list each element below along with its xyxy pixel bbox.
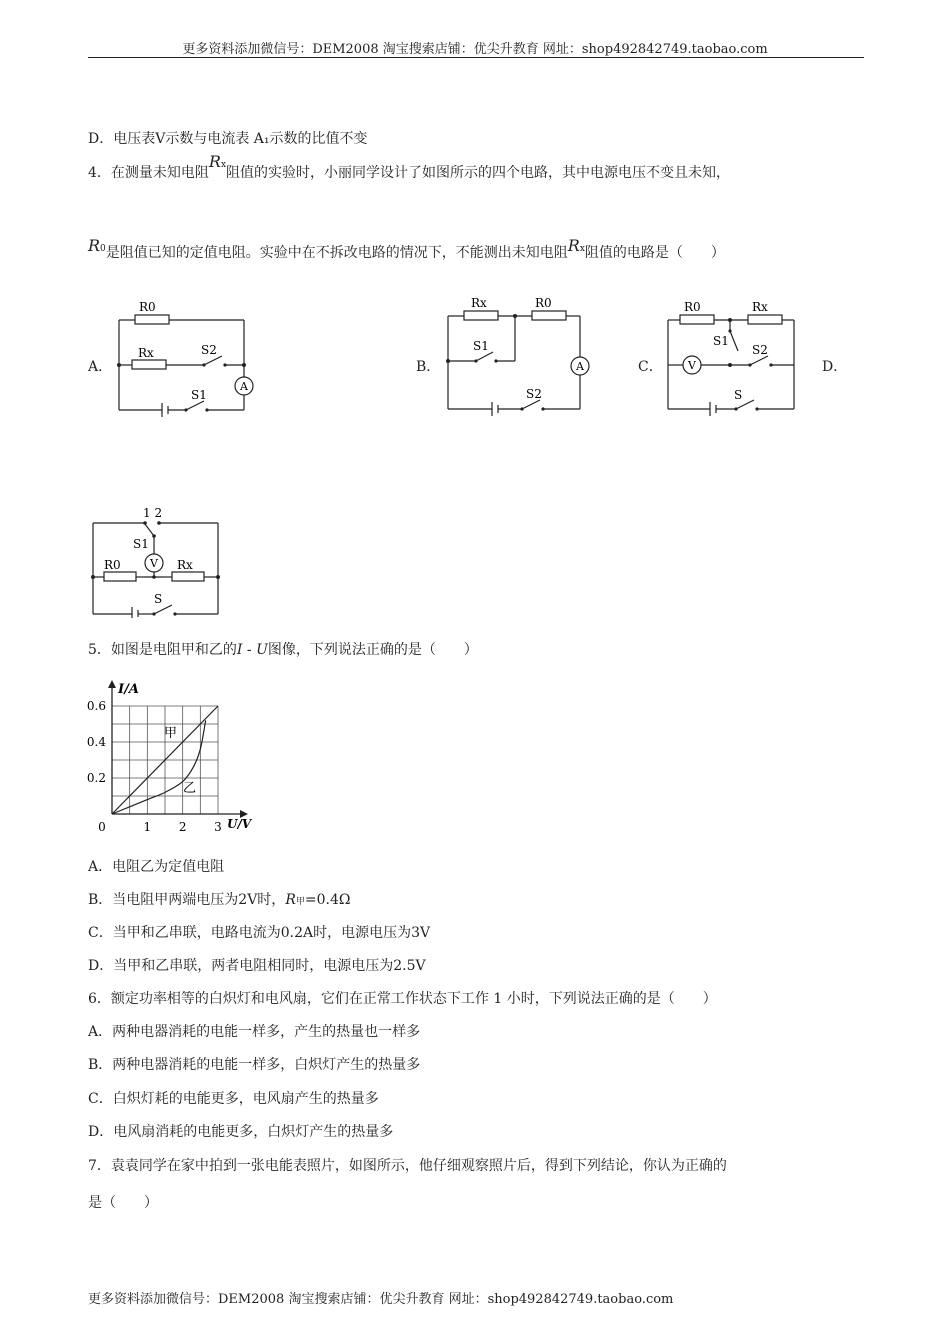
r0-symbol: R [88, 236, 101, 255]
page-footer: 更多资料添加微信号：DEM2008 淘宝搜索店铺：优尖升教育 网址：shop492842749.taobao.com [88, 1292, 674, 1307]
q5-option-b-tail: =0.4Ω [304, 892, 351, 908]
circuit-c-s2-label: S2 [752, 343, 768, 357]
q4-stem-line1 [88, 152, 731, 182]
circuit-b-r0-label: R0 [535, 296, 552, 310]
circuit-a-r0-label: R0 [139, 300, 156, 314]
circuit-d-position-label: 1 2 [143, 506, 163, 520]
rx-symbol: R [208, 152, 221, 171]
circuit-a-s2-label: S2 [201, 343, 217, 357]
q4-stem-part1: 4．在测量未知电阻 [88, 165, 209, 181]
q4-stem-part2: 阻值的实验时，小丽同学设计了如图所示的四个电路，其中电源电压不变且未知， [226, 165, 731, 181]
circuit-d-r0-label: R0 [104, 558, 121, 572]
q5-option-b-var: R [285, 892, 296, 908]
q4-option-c-label: C． [638, 359, 663, 375]
circuit-a-s1-label: S1 [191, 388, 207, 402]
series-yi-label: 乙 [183, 781, 197, 796]
q4-option-d-label: D． [822, 359, 848, 375]
circuit-a-ammeter-label: A [240, 380, 248, 393]
circuit-b-ammeter-label: A [576, 360, 584, 373]
q4-option-b-label: B． [416, 359, 441, 375]
q4-stem-line2 [88, 236, 725, 262]
circuit-c-s1-label: S1 [713, 334, 729, 348]
header-rule [88, 57, 864, 58]
circuit-d-rx-label: Rx [177, 558, 193, 572]
q6-option-b: B．两种电器消耗的电能一样多，白炽灯产生的热量多 [88, 1057, 421, 1073]
y-axis-arrow [108, 680, 116, 688]
page-header: 更多资料添加微信号：DEM2008 淘宝搜索店铺：优尖升教育 网址：shop492842749.taobao.com [182, 42, 768, 57]
q3-option-d: D．电压表V示数与电流表 A₁示数的比值不变 [88, 131, 368, 147]
x-tick-label: 2 [178, 820, 187, 834]
circuit-c-diagram [662, 295, 802, 417]
q6-option-a: A．两种电器消耗的电能一样多，产生的热量也一样多 [88, 1024, 421, 1040]
y-tick-label: 0.6 [86, 699, 106, 713]
iu-chart [86, 676, 256, 834]
q5-stem-part1: 5．如图是电阻甲和乙的 [88, 642, 237, 658]
q5-option-b-text: B．当电阻甲两端电压为2V时， [88, 892, 286, 908]
q5-option-b-sub: 甲 [295, 897, 305, 907]
q5-option-a: A．电阻乙为定值电阻 [88, 859, 225, 875]
q6-option-d: D．电风扇消耗的电能更多，白炽灯产生的热量多 [88, 1124, 394, 1140]
circuit-c-s-label: S [734, 388, 743, 402]
q6-stem: 6．额定功率相等的白炽灯和电风扇，它们在正常工作状态下工作 1 小时，下列说法正确的是（ ） [88, 991, 717, 1007]
q6-option-c: C．白炽灯耗的电能更多，电风扇产生的热量多 [88, 1091, 379, 1107]
chart-x-axis-label: U/V [227, 817, 252, 831]
q5-stem-var: I - U [236, 642, 268, 658]
circuit-c-rx-label: Rx [752, 300, 768, 314]
circuit-a-rx-label: Rx [138, 346, 154, 360]
y-tick-label: 0.2 [86, 771, 106, 785]
circuit-a-diagram [112, 295, 262, 417]
circuit-d-voltmeter-label: V [150, 557, 158, 570]
rx-sub: x [220, 160, 227, 170]
q5-stem-part2: 图像，下列说法正确的是（ ） [267, 642, 478, 658]
x-tick-label: 3 [214, 820, 222, 834]
circuit-d-diagram [88, 502, 228, 618]
circuit-b-diagram [440, 295, 595, 417]
q5-option-d: D．当甲和乙串联，两者电阻相同时，电源电压为2.5V [88, 958, 426, 974]
circuit-b-s2-label: S2 [526, 387, 542, 401]
circuit-b-s1-label: S1 [473, 339, 489, 353]
q5-stem [88, 639, 478, 659]
circuit-c-voltmeter-label: V [688, 359, 696, 372]
series-jia-label: 甲 [164, 726, 178, 741]
circuit-d-s1-label: S1 [133, 537, 149, 551]
x-tick-label: 1 [143, 820, 152, 834]
x-tick-label: 0 [98, 820, 106, 834]
circuit-c-r0-label: R0 [684, 300, 701, 314]
q7-stem-line2: 是（ ） [88, 1195, 158, 1211]
y-tick-label: 0.4 [86, 735, 106, 749]
rx-symbol-2: R [567, 236, 580, 255]
q4-option-a-label: A． [88, 359, 113, 375]
q4-stem-part4: 阻值的电路是（ ） [584, 245, 725, 261]
q4-stem-part3: 是阻值已知的定值电阻。实验中在不拆改电路的情况下，不能测出未知电阻 [105, 245, 568, 261]
r0-sub: 0 [100, 244, 106, 254]
q7-stem-line1: 7．袁袁同学在家中拍到一张电能表照片，如图所示，他仔细观察照片后，得到下列结论，你认为正确的 [88, 1158, 727, 1174]
q5-option-b [88, 889, 350, 909]
circuit-d-s-label: S [154, 592, 163, 606]
rx-sub-2: x [579, 244, 585, 254]
circuit-b-rx-label: Rx [471, 296, 487, 310]
chart-y-axis-label: I/A [118, 682, 139, 697]
q5-option-c: C．当甲和乙串联，电路电流为0.2A时，电源电压为3V [88, 925, 431, 941]
